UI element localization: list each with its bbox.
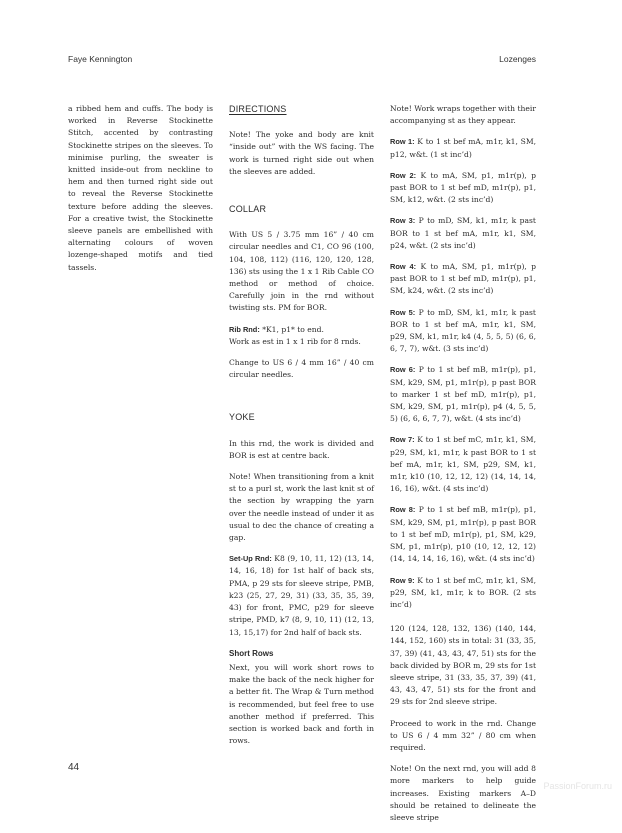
row-text: P to 1 st bef mB, m1r(p), p1, SM, k29, SM, p1, m1r(p), p past BOR to marker 1 st bef mD, m1r(p), p1, SM, k29, SM, p1, m1r(p), p4 (4, 5, 5, 5) (6, 6, 6, 7, 7), w&t. (4 sts inc’d): [390, 365, 536, 424]
collar-heading: COLLAR: [229, 204, 267, 215]
row-text: P to mD, SM, k1, m1r, k past BOR to 1 st bef mA, m1r, k1, SM, p24, w&t. (2 sts inc’d): [390, 216, 536, 250]
short-row: [390, 364, 536, 425]
note-markers: Note! On the next rnd, you will add 8 more markers to help guide increases. Existing markers A–D should be retained to delineate the sleeve stripe: [390, 764, 536, 822]
short-row: [390, 261, 536, 298]
change-needles: Change to US 6 / 4 mm 16” / 40 cm circular needles.: [229, 358, 374, 380]
header-title: Lozenges: [499, 54, 536, 64]
intro-paragraph: a ribbed hem and cuffs. The body is worked in Reverse Stockinette Stitch, accented by contrasting Stockinette stripes on the sleeves. To minimise purling, the sweater is knitted inside-out from neckline to hem and then turned right side out to reveal the Reverse Stockinette texture before adding the sleeves. For a creative twist, the Stockinette sleeve panels are embellished with alternating colours of woven lozenge-shaped motifs and tied tassels.: [68, 104, 213, 272]
row-label: Row 7:: [390, 435, 415, 445]
directions-heading: DIRECTIONS: [229, 104, 287, 114]
yoke-heading: YOKE: [229, 412, 255, 423]
short-row: [390, 215, 536, 252]
yoke-paragraph: In this rnd, the work is divided and BOR is est at centre back.: [229, 438, 374, 460]
row-text: K to mA, SM, p1, m1r(p), p past BOR to 1 st bef mD, m1r(p), p1, SM, k12, w&t. (2 sts inc’d): [390, 170, 536, 205]
short-row: [390, 136, 536, 160]
watermark: PassionForum.ru: [543, 781, 612, 791]
note-wraps: Note! Work wraps together with their accompanying st as they appear.: [390, 104, 536, 126]
collar-paragraph: With US 5 / 3.75 mm 16” / 40 cm circular needles and C1, CO 96 (100, 104, 108, 112) (116, 120, 120, 128, 136) sts using the 1 x 1 Rib Cable CO method or method of choice. Carefully join in the rnd without twisting sts. PM for BOR.: [229, 230, 374, 313]
proceed-paragraph: Proceed to work in the rnd. Change to US 6 / 4 mm 32” / 80 cm when required.: [390, 718, 536, 752]
setup-round: [229, 553, 374, 638]
row-text: P to mD, SM, k1, m1r, k past BOR to 1 st bef mA, m1r, k1, SM, p29, SM, k1, m1r, k4 (4, 5, 5, 5) (6, 6, 6, 7, 7), w&t. (3 sts inc’d): [390, 307, 536, 354]
short-row: [390, 575, 536, 612]
row-label: Row 8:: [390, 505, 416, 515]
directions-column: [229, 103, 374, 756]
row-text: K to 1 st bef mC, m1r, k1, SM, p29, SM, k1, m1r, k to BOR. (2 sts inc’d): [390, 575, 536, 609]
short-row: [390, 170, 536, 207]
note-inside-out: Note! The yoke and body are knit “inside out” with the WS facing. The work is turned right side out when the sleeves are added.: [229, 130, 374, 176]
row-text: P to 1 st bef mB, m1r(p), p1, SM, k29, SM, p1, m1r(p), p past BOR to 1 st bef mD, m1r(p), p1, SM, k29, SM, p1, m1r(p), p10 (10, 12, 12, 12) (14, 14, 14, 16, 16), w&t. (4 sts inc’d): [390, 505, 536, 564]
rib-label: Rib Rnd:: [229, 324, 260, 334]
row-text: K to 1 st bef mA, m1r, k1, SM, p12, w&t. (1 st inc’d): [390, 137, 537, 159]
short-row: [390, 307, 536, 356]
row-label: Row 9:: [390, 575, 415, 585]
short-rows-paragraph: Next, you will work short rows to make the back of the neck higher for a better fit. The Wrap & Turn method is recommended, but feel free to use another method if preferred. This section is worked back and forth in rows.: [229, 662, 374, 746]
row-label: Row 1:: [390, 137, 415, 147]
header-author: Faye Kennington: [68, 54, 133, 64]
short-row: [390, 434, 536, 495]
row-label: Row 4:: [390, 262, 417, 272]
row-text: K to mA, SM, p1, m1r(p), p past BOR to 1 st bef mD, m1r(p), p1, SM, k24, w&t. (2 sts inc’d): [390, 262, 536, 296]
setup-label: Set-Up Rnd:: [229, 554, 272, 564]
row-label: Row 6:: [390, 365, 416, 375]
short-row: [390, 504, 536, 565]
rib-text-2: Work as est in 1 x 1 rib for 8 rnds.: [229, 336, 361, 346]
intro-column: [68, 103, 213, 283]
stitch-totals: 120 (124, 128, 132, 136) (140, 144, 144, 152, 160) sts in total: 31 (33, 35, 37, 39) (41, 43, 43, 47, 51) sts for the back divided by BOR m, 29 sts for 1st sleeve stripe, 31 (33, 35, 37, 39) (41, 43, 43, 47, 51) sts for the front and 29 sts for 2nd sleeve stripe.: [390, 624, 536, 707]
short-row-list: [390, 136, 536, 611]
row-label: Row 2:: [390, 170, 417, 180]
row-label: Row 3:: [390, 216, 416, 226]
rib-round: [229, 324, 374, 336]
rib-text: *K1, p1* to end.: [259, 324, 324, 334]
rows-column: [390, 103, 536, 833]
row-label: Row 5:: [390, 307, 416, 317]
page-number: 44: [68, 762, 80, 773]
setup-text: K8 (9, 10, 11, 12) (13, 14, 14, 16, 18) for 1st half of back sts, PMA, p 29 sts for sleeve stripe, PMB, k23 (25, 27, 29, 31) (33, 35, 35, 39, 43) for front, PMC, p29 for sleeve stripe, PMD, k7 (8, 9, 10, 11) (12, 13, 13, 15,17) for 2nd half of back sts.: [229, 554, 374, 637]
row-text: K to 1 st bef mC, m1r, k1, SM, p29, SM, k1, m1r, k past BOR to 1 st bef mA, m1r, k1, SM, p29, SM, k1, m1r, k10 (10, 12, 12, 12) (14, 14, 14, 16, 16), w&t. (4 sts inc’d): [390, 435, 536, 494]
note-transition: Note! When transitioning from a knit st to a purl st, work the last knit st of the section by wrapping the yarn over the needle instead of under it as usual to dec the chance of creating a gap.: [229, 472, 374, 543]
short-rows-heading: Short Rows: [229, 648, 274, 658]
